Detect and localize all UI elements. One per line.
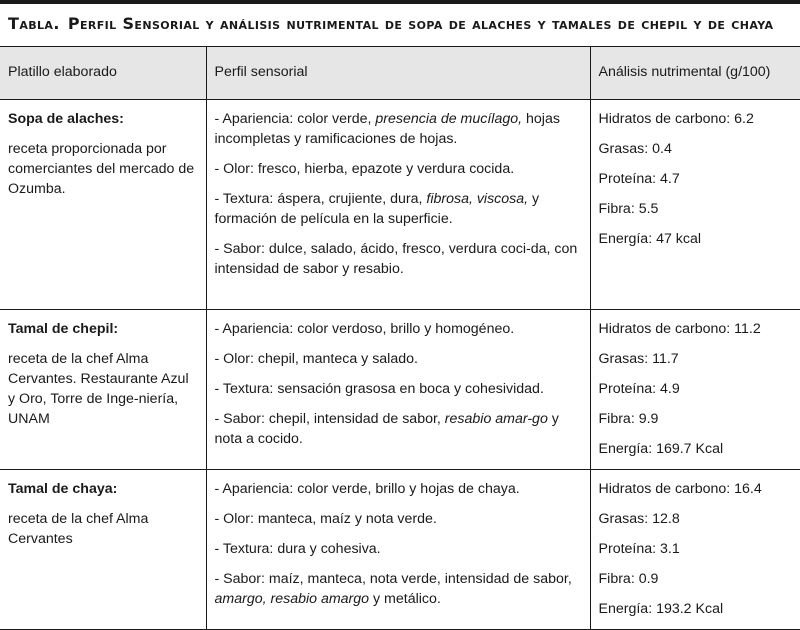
table-row — [0, 310, 800, 470]
nutrition-item: Energía: 193.2 Kcal — [598, 601, 724, 617]
table-row — [0, 470, 800, 630]
caption-label: Tabla. — [8, 13, 60, 33]
nutrition-cell — [590, 310, 800, 470]
nutrition-item: Energía: 169.7 Kcal — [598, 441, 724, 457]
profile-item: - Textura: sensación grasosa en boca y cohesividad. — [214, 381, 544, 397]
table-caption — [0, 4, 800, 42]
nutrition-item: Hidratos de carbono: 16.4 — [598, 481, 762, 497]
profile-item: - Textura: dura y cohesiva. — [214, 541, 381, 557]
nutrition-item: Proteína: 4.7 — [598, 171, 680, 187]
dish-name: Sopa de alaches: — [8, 111, 124, 127]
profile-cell — [206, 100, 590, 310]
nutrition-item: Proteína: 3.1 — [598, 541, 680, 557]
header-profile: Perfil sensorial — [206, 47, 590, 100]
nutrition-item: Fibra: 9.9 — [598, 411, 659, 427]
dish-cell — [0, 310, 206, 470]
nutrition-item: Fibra: 0.9 — [598, 571, 659, 587]
nutrition-item: Grasas: 0.4 — [598, 141, 672, 157]
caption-title: Perfil Sensorial y análisis nutrimental de sopa de alaches y tamales de chepil y de chaya — [67, 13, 774, 33]
profile-item: - Olor: manteca, maíz y nota verde. — [214, 511, 437, 527]
profile-item: - Olor: chepil, manteca y salado. — [214, 351, 418, 367]
nutrition-cell — [590, 100, 800, 310]
profile-cell — [206, 470, 590, 630]
dish-description: receta proporcionada por comerciantes del mercado de Ozumba. — [8, 141, 195, 197]
dish-description: receta de la chef Alma Cervantes — [8, 511, 149, 547]
nutrition-item: Fibra: 5.5 — [598, 201, 659, 217]
header-row — [0, 47, 800, 100]
profile-cell — [206, 310, 590, 470]
dish-description: receta de la chef Alma Cervantes. Restaurante Azul y Oro, Torre de Inge-niería, UNAM — [8, 351, 189, 427]
profile-item: - Apariencia: color verdoso, brillo y homogéneo. — [214, 321, 515, 337]
nutrition-cell — [590, 470, 800, 630]
profile-item: - Textura: áspera, crujiente, dura, fibrosa, viscosa, y formación de película en la superficie. — [214, 191, 540, 227]
profile-item: - Olor: fresco, hierba, epazote y verdura cocida. — [214, 161, 515, 177]
dish-cell — [0, 470, 206, 630]
profile-item: - Sabor: chepil, intensidad de sabor, resabio amar-go y nota a cocido. — [214, 411, 559, 447]
profile-item: - Sabor: maíz, manteca, nota verde, intensidad de sabor, amargo, resabio amargo y metálico. — [214, 571, 572, 607]
nutrition-item: Hidratos de carbono: 11.2 — [598, 321, 761, 337]
nutrition-item: Proteína: 4.9 — [598, 381, 680, 397]
profile-item: - Apariencia: color verde, brillo y hojas de chaya. — [214, 481, 520, 497]
dish-name: Tamal de chaya: — [8, 481, 118, 497]
dish-cell — [0, 100, 206, 310]
profile-item: - Sabor: dulce, salado, ácido, fresco, verdura coci-da, con intensidad de sabor y resabio. — [214, 241, 578, 277]
nutrition-table — [0, 46, 800, 630]
header-nutrition: Análisis nutrimental (g/100) — [590, 47, 800, 100]
nutrition-item: Hidratos de carbono: 6.2 — [598, 111, 754, 127]
dish-name: Tamal de chepil: — [8, 321, 119, 337]
nutrition-item: Grasas: 11.7 — [598, 351, 679, 367]
profile-item: - Apariencia: color verde, presencia de mucílago, hojas incompletas y ramificaciones de hojas. — [214, 111, 560, 147]
nutrition-item: Energía: 47 kcal — [598, 231, 702, 247]
header-dish: Platillo elaborado — [0, 47, 206, 100]
table-row — [0, 100, 800, 310]
nutrition-item: Grasas: 12.8 — [598, 511, 680, 527]
